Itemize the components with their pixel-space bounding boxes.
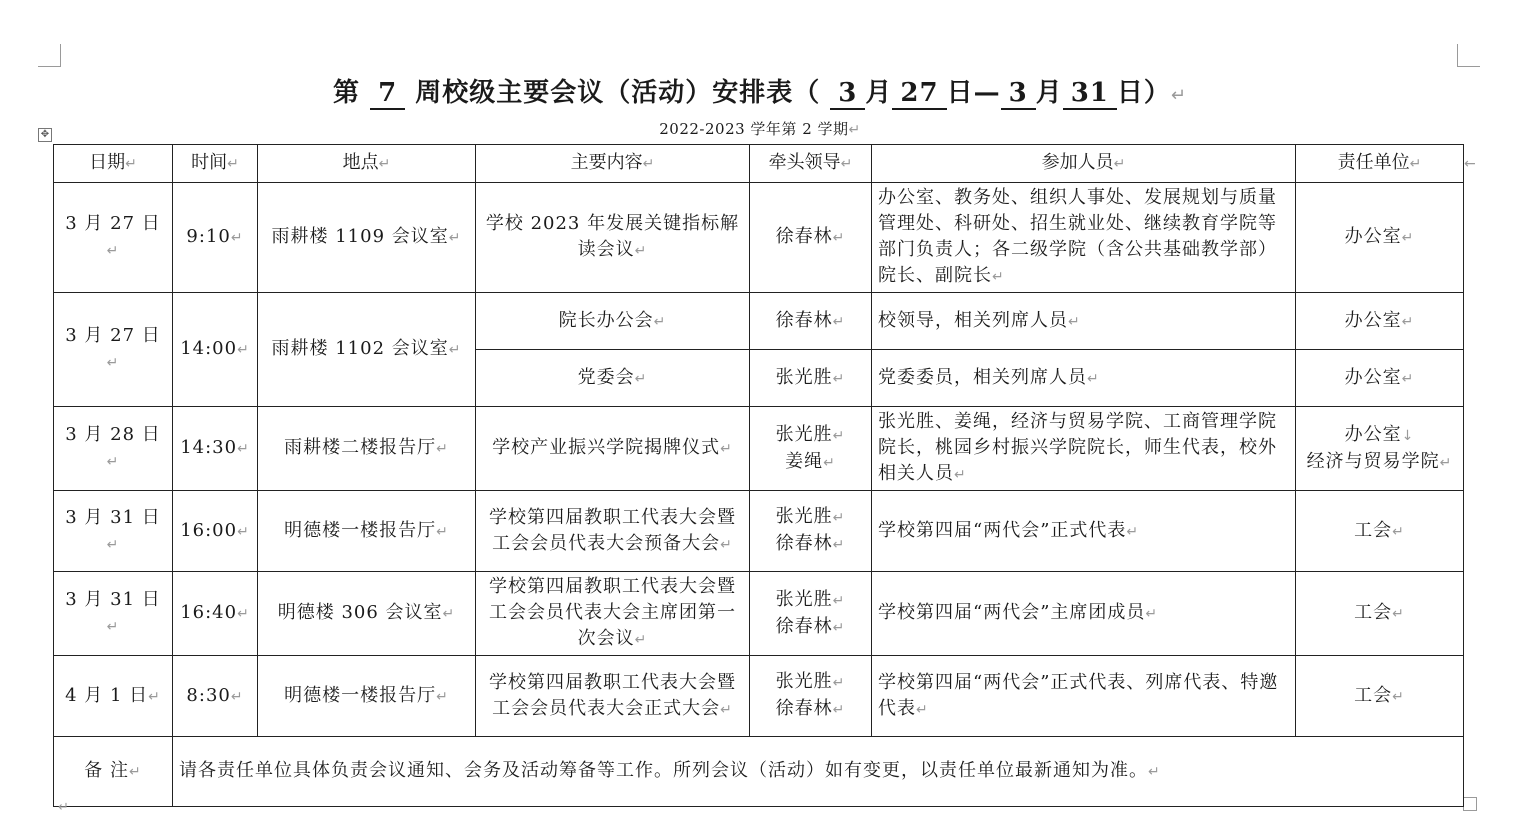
cell-time: 14:30↵ <box>173 407 258 491</box>
cell-leader: 张光胜↵ <box>750 350 872 407</box>
cell-date: 3 月 27 日↵ <box>54 183 173 293</box>
paragraph-mark-icon: ↵ <box>58 800 69 815</box>
cell-unit: 办公室↓ 经济与贸易学院↵ <box>1296 407 1464 491</box>
cell-leader: 张光胜↵ 徐春林↵ <box>750 491 872 572</box>
header-leader: 牵头领导↵ <box>750 145 872 183</box>
cell-leader: 徐春林↵ <box>750 183 872 293</box>
cell-place: 明德楼 306 会议室↵ <box>258 572 476 656</box>
cell-content: 学校第四届教职工代表大会暨工会会员代表大会正式大会↵ <box>476 656 750 737</box>
cell-time: 16:40↵ <box>173 572 258 656</box>
cell-unit: 办公室↵ <box>1296 350 1464 407</box>
cell-time: 14:00↵ <box>173 293 258 407</box>
cell-unit: 办公室↵ <box>1296 183 1464 293</box>
title-month-char: 月 <box>1035 78 1063 108</box>
header-time: 时间↵ <box>173 145 258 183</box>
cell-place: 雨耕楼二楼报告厅↵ <box>258 407 476 491</box>
table-row <box>54 407 1464 491</box>
title-suffix: 日） <box>1116 78 1171 108</box>
cell-participants: 校领导，相关列席人员↵ <box>872 293 1296 350</box>
cell-unit: 工会↵ <box>1296 572 1464 656</box>
title-prefix: 第 <box>332 78 360 108</box>
cell-place: 雨耕楼 1109 会议室↵ <box>258 183 476 293</box>
cell-participants: 学校第四届“两代会”正式代表、列席代表、特邀代表↵ <box>872 656 1296 737</box>
table-header-row <box>54 145 1464 183</box>
semester-subtitle: 2022-2023 学年第 2 学期↵ <box>659 120 861 138</box>
cell-date: 3 月 27 日↵ <box>54 293 173 407</box>
title-month-char: 月 <box>865 78 893 108</box>
cell-time: 16:00↵ <box>173 491 258 572</box>
header-participants: 参加人员↵ <box>872 145 1296 183</box>
page-corner-top-left <box>38 44 61 67</box>
title-range-separator: 日— <box>946 78 1001 108</box>
cell-unit: 工会↵ <box>1296 491 1464 572</box>
cell-participants: 张光胜、姜绳，经济与贸易学院、工商管理学院院长，桃园乡村振兴学院院长，师生代表，校外相关人员↵ <box>872 407 1296 491</box>
table-row <box>54 572 1464 656</box>
note-row <box>54 737 1464 807</box>
title-end-day: 31 <box>1063 78 1117 110</box>
title-end-month: 3 <box>1001 78 1036 110</box>
cell-date: 3 月 31 日↵ <box>54 491 173 572</box>
title-start-day: 27 <box>892 78 946 110</box>
header-content: 主要内容↵ <box>476 145 750 183</box>
cell-leader: 徐春林↵ <box>750 293 872 350</box>
cell-time: 8:30↵ <box>173 656 258 737</box>
title-start-month: 3 <box>830 78 865 110</box>
cell-place: 明德楼一楼报告厅↵ <box>258 491 476 572</box>
page-corner-bottom-right <box>1463 797 1477 811</box>
table-row <box>54 293 1464 350</box>
cell-content: 学校第四届教职工代表大会暨工会会员代表大会主席团第一次会议↵ <box>476 572 750 656</box>
cell-leader: 张光胜↵ 徐春林↵ <box>750 572 872 656</box>
cell-participants: 办公室、教务处、组织人事处、发展规划与质量管理处、科研处、招生就业处、继续教育学院等部门负责人；各二级学院（含公共基础教学部）院长、副院长↵ <box>872 183 1296 293</box>
page-corner-top-right <box>1457 44 1480 67</box>
cell-content: 学校 2023 年发展关键指标解读会议↵ <box>476 183 750 293</box>
cell-content: 学校第四届教职工代表大会暨工会会员代表大会预备大会↵ <box>476 491 750 572</box>
header-date: 日期↵ <box>54 145 173 183</box>
cell-participants: 学校第四届“两代会”主席团成员↵ <box>872 572 1296 656</box>
cell-date: 3 月 31 日↵ <box>54 572 173 656</box>
cell-content: 院长办公会↵ <box>476 293 750 350</box>
cell-leader: 张光胜↵ 姜绳↵ <box>750 407 872 491</box>
schedule-table <box>53 144 1464 807</box>
cell-unit: 办公室↵ <box>1296 293 1464 350</box>
table-row <box>54 491 1464 572</box>
title-main-text: 周校级主要会议（活动）安排表（ <box>415 78 821 108</box>
cell-participants: 学校第四届“两代会”正式代表↵ <box>872 491 1296 572</box>
cell-place: 明德楼一楼报告厅↵ <box>258 656 476 737</box>
cell-unit: 工会↵ <box>1296 656 1464 737</box>
note-label: 备 注↵ <box>54 737 173 807</box>
header-place: 地点↵ <box>258 145 476 183</box>
header-unit: 责任单位↵ <box>1296 145 1464 183</box>
table-row <box>54 656 1464 737</box>
paragraph-mark-icon: ↵ <box>1170 85 1188 106</box>
cell-content: 学校产业振兴学院揭牌仪式↵ <box>476 407 750 491</box>
cell-place: 雨耕楼 1102 会议室↵ <box>258 293 476 407</box>
cell-date: 3 月 28 日↵ <box>54 407 173 491</box>
cell-leader: 张光胜↵ 徐春林↵ <box>750 656 872 737</box>
cell-date: 4 月 1 日↵ <box>54 656 173 737</box>
table-move-handle-icon[interactable]: ✥ <box>38 128 52 142</box>
table-row <box>54 183 1464 293</box>
note-text: 请各责任单位具体负责会议通知、会务及活动筹备等工作。所列会议（活动）如有变更，以责任单位最新通知为准。↵ <box>173 737 1464 807</box>
title-week-number: 7 <box>370 78 405 110</box>
page-title <box>0 72 1520 110</box>
cell-participants: 党委委员，相关列席人员↵ <box>872 350 1296 407</box>
cell-content: 党委会↵ <box>476 350 750 407</box>
cell-time: 9:10↵ <box>173 183 258 293</box>
row-end-mark-icon: ← <box>1464 156 1476 172</box>
paragraph-mark-icon: ↵ <box>848 122 861 138</box>
